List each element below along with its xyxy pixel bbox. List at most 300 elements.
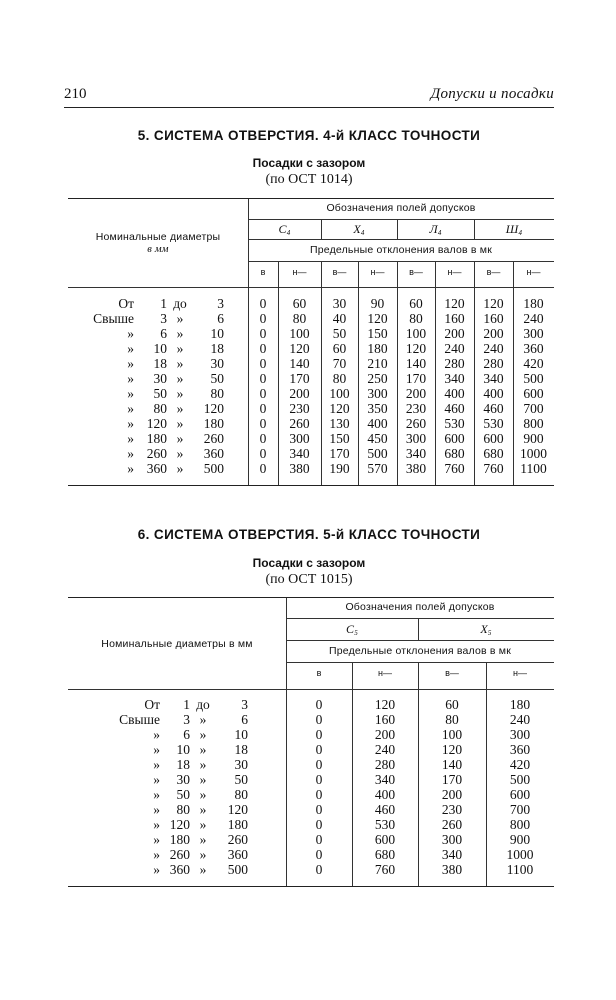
range-connector: » [176,356,184,371]
table-row [68,326,554,341]
deviation-value: 170 [405,371,427,386]
range-from: 6 [160,326,167,341]
deviation-value: 80 [332,371,347,386]
deviation-value: 420 [523,356,544,371]
range-prefix: » [153,832,160,847]
range-from: 3 [183,712,190,727]
deviation-value: 0 [315,772,323,787]
range-connector: » [199,772,207,787]
deviation-value: 0 [259,461,267,476]
table5-header-line [248,239,554,240]
deviation-value: 460 [444,401,465,416]
deviation-value: 120 [483,296,504,311]
deviation-value: 200 [405,386,427,401]
range-from: 120 [169,817,190,832]
range-from: 18 [176,757,190,772]
table-row [68,371,554,386]
range-to: 500 [203,461,224,476]
table6-diam-header: Номинальные диаметры в мм [101,638,253,650]
deviation-value: 280 [483,356,504,371]
range-prefix: » [127,446,134,461]
range-from: 180 [169,832,190,847]
deviation-value: 600 [509,787,531,802]
deviation-value: 100 [289,326,310,341]
range-prefix: » [127,461,134,476]
range-prefix: » [127,356,134,371]
table6-body [68,697,554,877]
deviation-value: 160 [483,311,504,326]
range-connector: » [199,727,207,742]
range-to: 180 [203,416,224,431]
table-row [68,311,554,326]
table6-field-c5 [286,622,418,637]
range-to: 3 [241,697,248,712]
range-connector: » [199,742,207,757]
deviation-value: 240 [483,341,504,356]
deviation-value: 680 [483,446,504,461]
deviation-value: 140 [289,356,310,371]
table6-header-line [286,640,554,641]
deviation-value: 380 [289,461,310,476]
deviation-value: 0 [315,862,323,877]
deviation-value: 200 [444,326,465,341]
table-row [68,356,554,371]
deviation-value: 570 [367,461,388,476]
deviation-value: 450 [367,431,388,446]
table-row [68,772,554,787]
deviation-value: 900 [523,431,544,446]
range-connector: » [176,311,184,326]
table5-diam-header [68,231,248,255]
table5-dev-label: в— [332,267,347,277]
deviation-value: 460 [374,802,396,817]
deviation-value: 340 [483,371,504,386]
range-from: 80 [153,401,167,416]
range-from: 30 [153,371,167,386]
range-prefix: » [153,817,160,832]
table5-dev-label: в— [409,267,423,277]
deviation-value: 700 [509,802,531,817]
deviation-value: 420 [509,757,531,772]
table5-header-bottom [68,287,554,288]
range-to: 30 [210,356,224,371]
range-connector: » [199,862,207,877]
deviation-value: 80 [409,311,423,326]
range-connector: » [176,401,184,416]
range-from: 50 [176,787,190,802]
deviation-value: 0 [259,446,267,461]
deviation-value: 600 [483,431,504,446]
range-from: 260 [169,847,190,862]
range-connector: » [176,461,184,476]
deviation-value: 1000 [520,446,547,461]
deviation-value: 120 [329,401,350,416]
field-subscript: 4 [360,229,365,237]
range-prefix: Свыше [119,712,160,727]
deviation-value: 350 [367,401,388,416]
table5-dev-label: н— [370,267,385,277]
field-letter: С [346,622,355,636]
deviation-value: 0 [315,742,323,757]
range-to: 80 [234,787,248,802]
deviation-value: 0 [259,416,267,431]
deviation-value: 760 [444,461,465,476]
table6-deviations-header: Предельные отклонения валов в мк [328,645,512,657]
deviation-value: 300 [441,832,463,847]
range-prefix: От [144,697,160,712]
range-connector: » [176,326,184,341]
deviation-value: 700 [523,401,544,416]
range-to: 6 [241,712,248,727]
field-subscript: 4 [437,229,442,237]
range-to: 260 [203,431,224,446]
deviation-value: 300 [367,386,388,401]
deviation-value: 0 [259,401,267,416]
range-from: 360 [169,862,190,877]
deviation-value: 0 [315,712,323,727]
range-to: 120 [203,401,224,416]
deviation-value: 80 [445,712,459,727]
range-to: 18 [234,742,248,757]
deviation-value: 230 [289,401,310,416]
table5-deviations-header: Предельные отклонения валов в мк [309,244,493,256]
deviation-value: 260 [441,817,463,832]
deviation-value: 160 [374,712,396,727]
table5-subtitle: Посадки с зазором [252,156,366,170]
deviation-value: 30 [332,296,347,311]
table5-diam-header-text: Номинальные диаметры [95,231,221,243]
page-number: 210 [64,86,87,102]
field-letter: Х [353,222,361,236]
table5-dev-label: н— [526,267,541,277]
range-prefix: Свыше [93,311,134,326]
table6-subtitle: Посадки с зазором [252,556,366,570]
deviation-value: 280 [374,757,396,772]
deviation-value: 230 [441,802,463,817]
range-connector: » [176,386,184,401]
deviation-value: 120 [374,697,396,712]
deviation-value: 120 [444,296,465,311]
deviation-value: 340 [405,446,427,461]
deviation-value: 170 [289,371,310,386]
deviation-value: 280 [444,356,465,371]
field-letter: Ш [505,222,519,236]
deviation-value: 60 [332,341,347,356]
range-from: 3 [160,311,167,326]
table6-field-x5 [418,622,554,637]
deviation-value: 240 [523,311,544,326]
deviation-value: 240 [509,712,531,727]
table6-fields-header: Обозначения полей допусков [345,601,495,613]
range-prefix: » [153,757,160,772]
range-prefix: » [153,862,160,877]
deviation-value: 340 [444,371,465,386]
deviation-value: 0 [315,727,323,742]
table6-header-bottom [68,689,554,690]
deviation-value: 40 [332,311,347,326]
range-from: 360 [146,461,167,476]
deviation-value: 340 [374,772,396,787]
table-row [68,862,554,877]
range-from: 1 [183,697,190,712]
deviation-value: 260 [405,416,427,431]
range-to: 500 [227,862,248,877]
table5-title: 5. СИСТЕМА ОТВЕРСТИЯ. 4-й КЛАСС ТОЧНОСТИ [137,128,481,143]
table-row [68,832,554,847]
table-row [68,742,554,757]
range-to: 120 [227,802,248,817]
table5 [68,198,554,486]
deviation-value: 600 [374,832,396,847]
table5-body [68,296,554,476]
range-from: 30 [176,772,190,787]
deviation-value: 120 [405,341,427,356]
table6-dev-label: в [316,668,322,678]
deviation-value: 170 [329,446,350,461]
range-connector: » [176,431,184,446]
range-from: 10 [176,742,190,757]
table-row [68,802,554,817]
deviation-value: 800 [523,416,544,431]
range-prefix: » [153,802,160,817]
deviation-value: 760 [483,461,504,476]
table-row [68,416,554,431]
table6-header-line [286,662,554,663]
field-subscript: 4 [286,229,291,237]
table6-dev-label: н— [378,668,392,678]
range-connector: » [176,371,184,386]
deviation-value: 80 [292,311,307,326]
range-prefix: От [118,296,134,311]
running-title: Допуски и посадки [430,86,554,102]
deviation-value: 360 [509,742,531,757]
table5-dev-label: н— [292,267,307,277]
table-row [68,461,554,476]
table6-title: 6. СИСТЕМА ОТВЕРСТИЯ. 5-й КЛАСС ТОЧНОСТИ [137,527,481,542]
table-row [68,446,554,461]
range-from: 80 [176,802,190,817]
table-row [68,697,554,712]
deviation-value: 0 [315,847,323,862]
table5-header-line [248,219,554,220]
range-to: 30 [234,757,248,772]
range-prefix: » [127,371,134,386]
deviation-value: 340 [441,847,463,862]
deviation-value: 300 [509,727,531,742]
range-from: 180 [146,431,167,446]
deviation-value: 500 [523,371,544,386]
range-connector: » [199,832,207,847]
deviation-value: 260 [289,416,310,431]
deviation-value: 400 [444,386,465,401]
table-row [68,386,554,401]
deviation-value: 0 [259,356,267,371]
table5-header-line [248,261,554,262]
range-connector: » [199,817,207,832]
table5-field-c4 [248,222,321,237]
range-to: 3 [217,296,224,311]
table-row [68,727,554,742]
table-row [68,817,554,832]
deviation-value: 70 [332,356,347,371]
header-rule [64,107,554,108]
deviation-value: 1100 [506,862,534,877]
range-to: 50 [234,772,248,787]
table5-field-x4 [321,222,397,237]
deviation-value: 0 [315,697,323,712]
deviation-value: 140 [441,757,463,772]
range-from: 18 [153,356,167,371]
range-prefix: » [127,431,134,446]
deviation-value: 0 [259,386,267,401]
deviation-value: 180 [367,341,388,356]
range-prefix: » [153,772,160,787]
deviation-value: 200 [374,727,396,742]
deviation-value: 530 [374,817,396,832]
deviation-value: 380 [441,862,463,877]
deviation-value: 800 [509,817,531,832]
deviation-value: 500 [509,772,531,787]
range-prefix: » [153,847,160,862]
table5-dev-label: н— [447,267,462,277]
table5-dev-label: в [260,267,266,277]
deviation-value: 100 [329,386,350,401]
range-from: 10 [153,341,167,356]
deviation-value: 200 [441,787,463,802]
range-to: 6 [217,311,224,326]
range-connector: до [173,296,187,311]
range-prefix: » [127,326,134,341]
deviation-value: 120 [441,742,463,757]
range-connector: » [176,416,184,431]
deviation-value: 190 [329,461,350,476]
table5-field-l4 [397,222,474,237]
deviation-value: 0 [315,817,323,832]
table6 [68,597,554,887]
deviation-value: 0 [315,757,323,772]
deviation-value: 0 [259,431,267,446]
deviation-value: 400 [483,386,504,401]
table-row [68,341,554,356]
table6-header-line [286,618,554,619]
table6-dev-label: в— [445,668,459,678]
table6-dev-label: н— [513,668,527,678]
deviation-value: 150 [367,326,388,341]
deviation-value: 120 [289,341,310,356]
field-letter: С [278,222,287,236]
range-from: 50 [153,386,167,401]
deviation-value: 200 [483,326,504,341]
field-letter: Л [429,222,438,236]
table5-standard: (по ОСТ 1014) [265,172,353,187]
deviation-value: 250 [367,371,388,386]
range-connector: » [199,802,207,817]
range-prefix: » [153,727,160,742]
deviation-value: 140 [405,356,427,371]
range-from: 260 [146,446,167,461]
field-subscript: 5 [487,629,492,637]
deviation-value: 130 [329,416,350,431]
deviation-value: 240 [374,742,396,757]
range-connector: » [199,787,207,802]
deviation-value: 120 [367,311,388,326]
deviation-value: 60 [292,296,307,311]
deviation-value: 300 [405,431,427,446]
range-connector: » [199,712,207,727]
range-prefix: » [127,416,134,431]
deviation-value: 0 [259,311,267,326]
deviation-value: 0 [315,787,323,802]
field-subscript: 4 [518,229,523,237]
deviation-value: 300 [289,431,310,446]
deviation-value: 600 [523,386,544,401]
range-connector: » [176,446,184,461]
table-row [68,431,554,446]
table-row [68,757,554,772]
deviation-value: 1100 [520,461,547,476]
field-letter: Х [480,622,488,636]
range-to: 10 [234,727,248,742]
range-to: 360 [203,446,224,461]
range-to: 80 [210,386,224,401]
range-from: 120 [146,416,167,431]
range-connector: » [176,341,184,356]
deviation-value: 360 [523,341,544,356]
table5-field-sh4 [474,222,554,237]
table-row [68,296,554,311]
range-prefix: » [153,742,160,757]
deviation-value: 100 [441,727,463,742]
deviation-value: 170 [441,772,463,787]
deviation-value: 180 [509,697,531,712]
range-from: 1 [160,296,167,311]
deviation-value: 900 [509,832,531,847]
range-to: 10 [210,326,224,341]
range-to: 360 [227,847,248,862]
deviation-value: 1000 [506,847,534,862]
deviation-value: 0 [259,371,267,386]
table-row [68,712,554,727]
deviation-value: 50 [332,326,347,341]
deviation-value: 680 [444,446,465,461]
range-prefix: » [127,341,134,356]
deviation-value: 0 [315,832,323,847]
range-connector: » [199,847,207,862]
table6-standard: (по ОСТ 1015) [265,572,353,587]
field-subscript: 5 [354,629,358,637]
deviation-value: 60 [409,296,423,311]
deviation-value: 150 [329,431,350,446]
deviation-value: 0 [259,341,267,356]
range-prefix: » [127,386,134,401]
deviation-value: 0 [315,802,323,817]
deviation-value: 400 [374,787,396,802]
deviation-value: 200 [289,386,310,401]
range-connector: до [196,697,210,712]
deviation-value: 340 [289,446,310,461]
deviation-value: 300 [523,326,544,341]
deviation-value: 400 [367,416,388,431]
table5-dev-label: в— [486,267,501,277]
range-to: 18 [210,341,224,356]
table-row [68,847,554,862]
deviation-value: 90 [370,296,385,311]
deviation-value: 600 [444,431,465,446]
range-from: 6 [183,727,190,742]
range-connector: » [199,757,207,772]
deviation-value: 60 [445,697,459,712]
deviation-value: 500 [367,446,388,461]
